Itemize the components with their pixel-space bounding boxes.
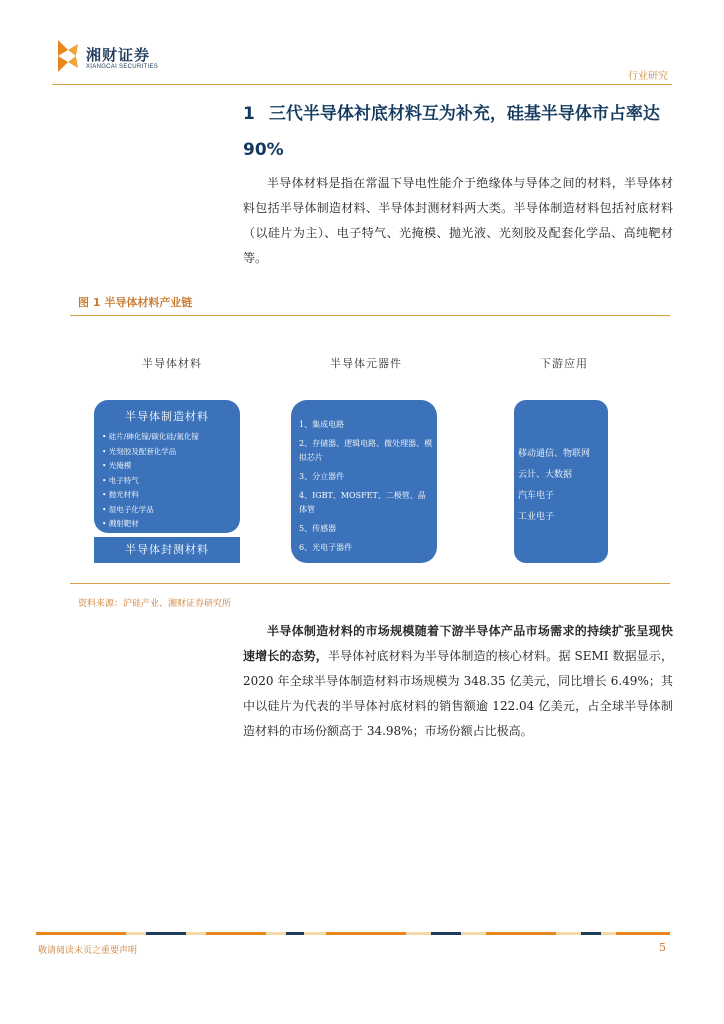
manufacturing-materials-box [94, 400, 240, 533]
list-item: • 溅射靶材 [102, 519, 139, 528]
report-category: 行业研究 [628, 71, 668, 82]
paragraph-body: 半导体衬底材料为半导体制造的核心材料。据 SEMI 数据显示，2020 年全球半导体制造材料市场规模为 348.35 亿美元，同比增长 6.49%；其中以硅片为代表的半导体衬底材料的销售额逾 122.04 亿美元，占全球半导体制造材料的市场份额高于 34.98%；市场份额占比极高。 [243, 649, 673, 738]
logo-subtitle: XIANGCAI SECURITIES [86, 64, 159, 70]
components-list [299, 418, 433, 560]
list-item: 1、集成电路 [299, 420, 345, 429]
list-item: 汽车电子 [518, 491, 555, 501]
page-number: 5 [659, 941, 666, 954]
figure-top-divider [70, 315, 670, 316]
list-item: • 光刻胶及配套化学品 [102, 446, 177, 456]
company-logo-icon [54, 38, 80, 74]
components-box [291, 400, 437, 563]
figure-title: 图 1 半导体材料产业链 [78, 296, 193, 309]
packaging-materials-bar: 半导体封测材料 [94, 537, 240, 563]
list-item: • 湿电子化学品 [102, 504, 154, 514]
list-item: • 电子特气 [102, 475, 139, 485]
figure-bottom-divider [70, 583, 670, 584]
body-paragraph-2 [243, 619, 673, 744]
list-item: 4、IGBT、MOSFET、二极管、晶体管 [299, 491, 426, 514]
list-item: • 抛光材料 [102, 490, 139, 499]
column-heading-components: 半导体元器件 [330, 357, 402, 370]
list-item: 3、分立器件 [299, 472, 345, 481]
list-item: 工业电子 [518, 512, 555, 522]
list-item: 2、存储器、逻辑电路、微处理器、模拟芯片 [299, 439, 433, 462]
figure-source: 资料来源：沪硅产业、湘财证券研究所 [78, 599, 232, 609]
section-heading [243, 96, 673, 168]
manufacturing-materials-title: 半导体制造材料 [125, 410, 209, 423]
downstream-list [518, 444, 590, 528]
column-heading-materials: 半导体材料 [142, 357, 202, 370]
body-paragraph-1: 半导体材料是指在常温下导电性能介于绝缘体与导体之间的材料，半导体材料包括半导体制造材料、半导体封测材料两大类。半导体制造材料包括衬底材料（以硅片为主）、电子特气、光掩模、抛光液、光刻胶及配套化学品、高纯靶材等。 [243, 176, 673, 265]
logo-wordmark: 湘财证券 [86, 46, 151, 64]
manufacturing-materials-list [102, 430, 199, 532]
column-heading-downstream: 下游应用 [540, 357, 588, 370]
section-title: 三代半导体衬底材料互为补充，硅基半导体市占率达 90% [243, 104, 660, 160]
list-item: 5、传感器 [299, 524, 337, 533]
downstream-box [514, 400, 608, 563]
list-item: 移动通信、物联网 [518, 449, 591, 459]
list-item: 云计、大数据 [518, 470, 573, 480]
paragraph-lead-bold: 半导体制造材料的市场规模随着下游半导体产品市场需求的持续扩张呈现快速增长的态势， [243, 624, 673, 663]
list-item: • 光掩模 [102, 461, 132, 470]
disclaimer-note: 敬请阅读末页之重要声明 [38, 946, 138, 956]
section-number: 1 [243, 104, 255, 124]
footer-divider [36, 932, 670, 935]
header-divider [52, 84, 672, 85]
list-item: • 硅片/砷化镓/碳化硅/氮化镓 [102, 432, 199, 441]
list-item: 6、光电子器件 [299, 543, 353, 552]
